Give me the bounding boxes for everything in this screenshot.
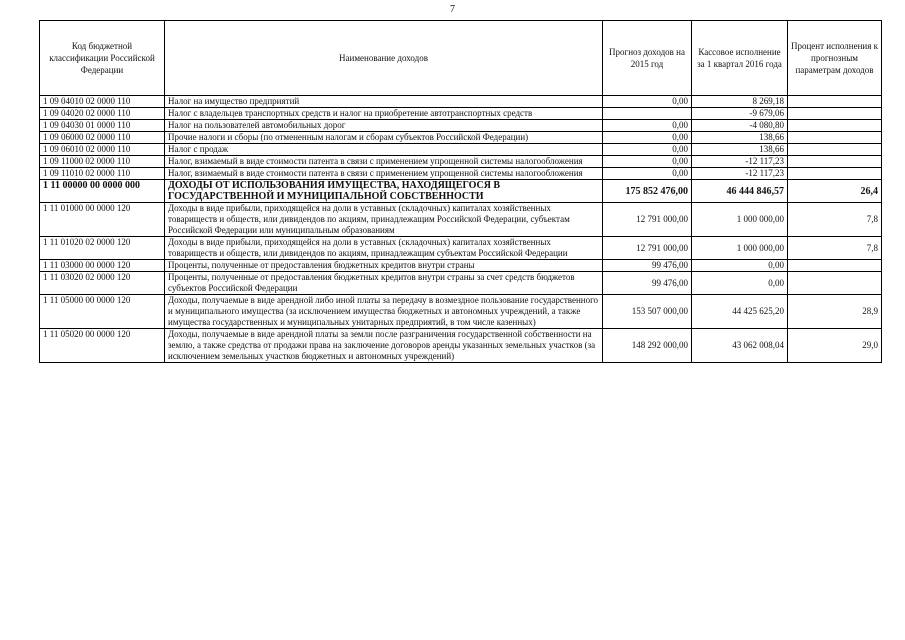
cell-execution: 46 444 846,57 [692,180,788,203]
cell-percent [788,156,882,168]
table-row [40,96,882,108]
cell-execution: 138,66 [692,132,788,144]
cell-percent [788,108,882,120]
cell-code: 1 11 05000 00 0000 120 [40,295,165,329]
cell-name: Проценты, полученные от предоставления бюджетных кредитов внутри страны за счет средств бюджетов субъектов Российской Федерации [165,272,603,295]
cell-forecast: 175 852 476,00 [603,180,692,203]
header-percent: Процент исполнения к прогнозным параметрам доходов [788,21,882,96]
cell-percent [788,144,882,156]
cell-execution: 43 062 008,04 [692,329,788,363]
cell-forecast: 12 791 000,00 [603,237,692,260]
cell-forecast: 0,00 [603,156,692,168]
cell-name: Доходы в виде прибыли, приходящейся на доли в уставных (складочных) капиталах хозяйственных товариществ и обществ, или дивидендов по акциям, принадлежащим субъектам Российской Федерации [165,237,603,260]
cell-execution: 44 425 625,20 [692,295,788,329]
header-execution: Кассовое исполнение за 1 квартал 2016 года [692,21,788,96]
cell-execution: -12 117,23 [692,156,788,168]
cell-code: 1 11 03000 00 0000 120 [40,260,165,272]
page-number: 7 [450,4,455,15]
cell-name: Налог на имущество предприятий [165,96,603,108]
cell-name: Налог, взимаемый в виде стоимости патента в связи с применением упрощенной системы налогообложения [165,156,603,168]
cell-forecast: 0,00 [603,132,692,144]
cell-code: 1 09 04030 01 0000 110 [40,120,165,132]
cell-name: ДОХОДЫ ОТ ИСПОЛЬЗОВАНИЯ ИМУЩЕСТВА, НАХОДЯЩЕГОСЯ В ГОСУДАРСТВЕННОЙ И МУНИЦИПАЛЬНОЙ СОБСТВЕННОСТИ [165,180,603,203]
cell-code: 1 11 01020 02 0000 120 [40,237,165,260]
cell-name: Налог с продаж [165,144,603,156]
cell-name: Доходы в виде прибыли, приходящейся на доли в уставных (складочных) капиталах хозяйственных товариществ и обществ, или дивидендов по акциям, принадлежащим Российской Федерации, субъектам Российской Федерации или муниципальным образованиям [165,203,603,237]
cell-forecast: 99 476,00 [603,272,692,295]
cell-forecast: 0,00 [603,144,692,156]
cell-code: 1 11 05020 00 0000 120 [40,329,165,363]
cell-percent: 28,9 [788,295,882,329]
cell-percent [788,272,882,295]
cell-percent [788,120,882,132]
table-row [40,329,882,363]
cell-code: 1 09 11010 02 0000 110 [40,168,165,180]
cell-forecast: 148 292 000,00 [603,329,692,363]
cell-percent [788,96,882,108]
cell-execution: 1 000 000,00 [692,203,788,237]
cell-execution: -4 080,80 [692,120,788,132]
table-row [40,260,882,272]
cell-code: 1 11 00000 00 0000 000 [40,180,165,203]
cell-execution: 0,00 [692,260,788,272]
cell-percent: 26,4 [788,180,882,203]
cell-execution: 138,66 [692,144,788,156]
table-row [40,180,882,203]
header-forecast: Прогноз доходов на 2015 год [603,21,692,96]
table-row [40,156,882,168]
cell-execution: 1 000 000,00 [692,237,788,260]
cell-percent: 7,8 [788,203,882,237]
table-row [40,237,882,260]
cell-forecast: 99 476,00 [603,260,692,272]
cell-name: Проценты, полученные от предоставления бюджетных кредитов внутри страны [165,260,603,272]
header-code: Код бюджетной классификации Российской Федерации [40,21,165,96]
cell-name: Доходы, получаемые в виде арендной либо иной платы за передачу в возмездное пользование государственного и муниципального имущества (за исключением имущества бюджетных и автономных учреждений, а также имущества государственных и муниципальных унитарных предприятий, в том числе казенных) [165,295,603,329]
cell-forecast: 0,00 [603,96,692,108]
cell-percent [788,132,882,144]
cell-forecast: 0,00 [603,120,692,132]
cell-code: 1 09 11000 02 0000 110 [40,156,165,168]
cell-code: 1 09 04010 02 0000 110 [40,96,165,108]
cell-percent: 29,0 [788,329,882,363]
table-row [40,203,882,237]
cell-forecast: 153 507 000,00 [603,295,692,329]
cell-code: 1 09 04020 02 0000 110 [40,108,165,120]
cell-code: 1 11 03020 02 0000 120 [40,272,165,295]
cell-name: Прочие налоги и сборы (по отмененным налогам и сборам субъектов Российской Федерации) [165,132,603,144]
cell-forecast: 0,00 [603,168,692,180]
table-body [40,96,882,363]
cell-name: Налог на пользователей автомобильных дорог [165,120,603,132]
header-name: Наименование доходов [165,21,603,96]
cell-name: Доходы, получаемые в виде арендной платы за земли после разграничения государственной собственности на землю, а также средства от продажи права на заключение договоров аренды указанных земельных участков (за исключением земельных участков бюджетных и автономных учреждений) [165,329,603,363]
table-row [40,120,882,132]
revenue-table [39,20,882,363]
cell-code: 1 09 06000 02 0000 110 [40,132,165,144]
table-row [40,132,882,144]
cell-execution: 8 269,18 [692,96,788,108]
table-header-row [40,21,882,96]
cell-code: 1 09 06010 02 0000 110 [40,144,165,156]
cell-code: 1 11 01000 00 0000 120 [40,203,165,237]
cell-percent: 7,8 [788,237,882,260]
cell-execution: -12 117,23 [692,168,788,180]
cell-percent [788,260,882,272]
table-row [40,272,882,295]
cell-name: Налог, взимаемый в виде стоимости патента в связи с применением упрощенной системы налогообложения [165,168,603,180]
cell-percent [788,168,882,180]
table-row [40,108,882,120]
cell-execution: -9 679,06 [692,108,788,120]
cell-forecast: 12 791 000,00 [603,203,692,237]
table-row [40,168,882,180]
table-row [40,144,882,156]
cell-forecast [603,108,692,120]
table-row [40,295,882,329]
cell-name: Налог с владельцев транспортных средств и налог на приобретение автотранспортных средств [165,108,603,120]
cell-execution: 0,00 [692,272,788,295]
